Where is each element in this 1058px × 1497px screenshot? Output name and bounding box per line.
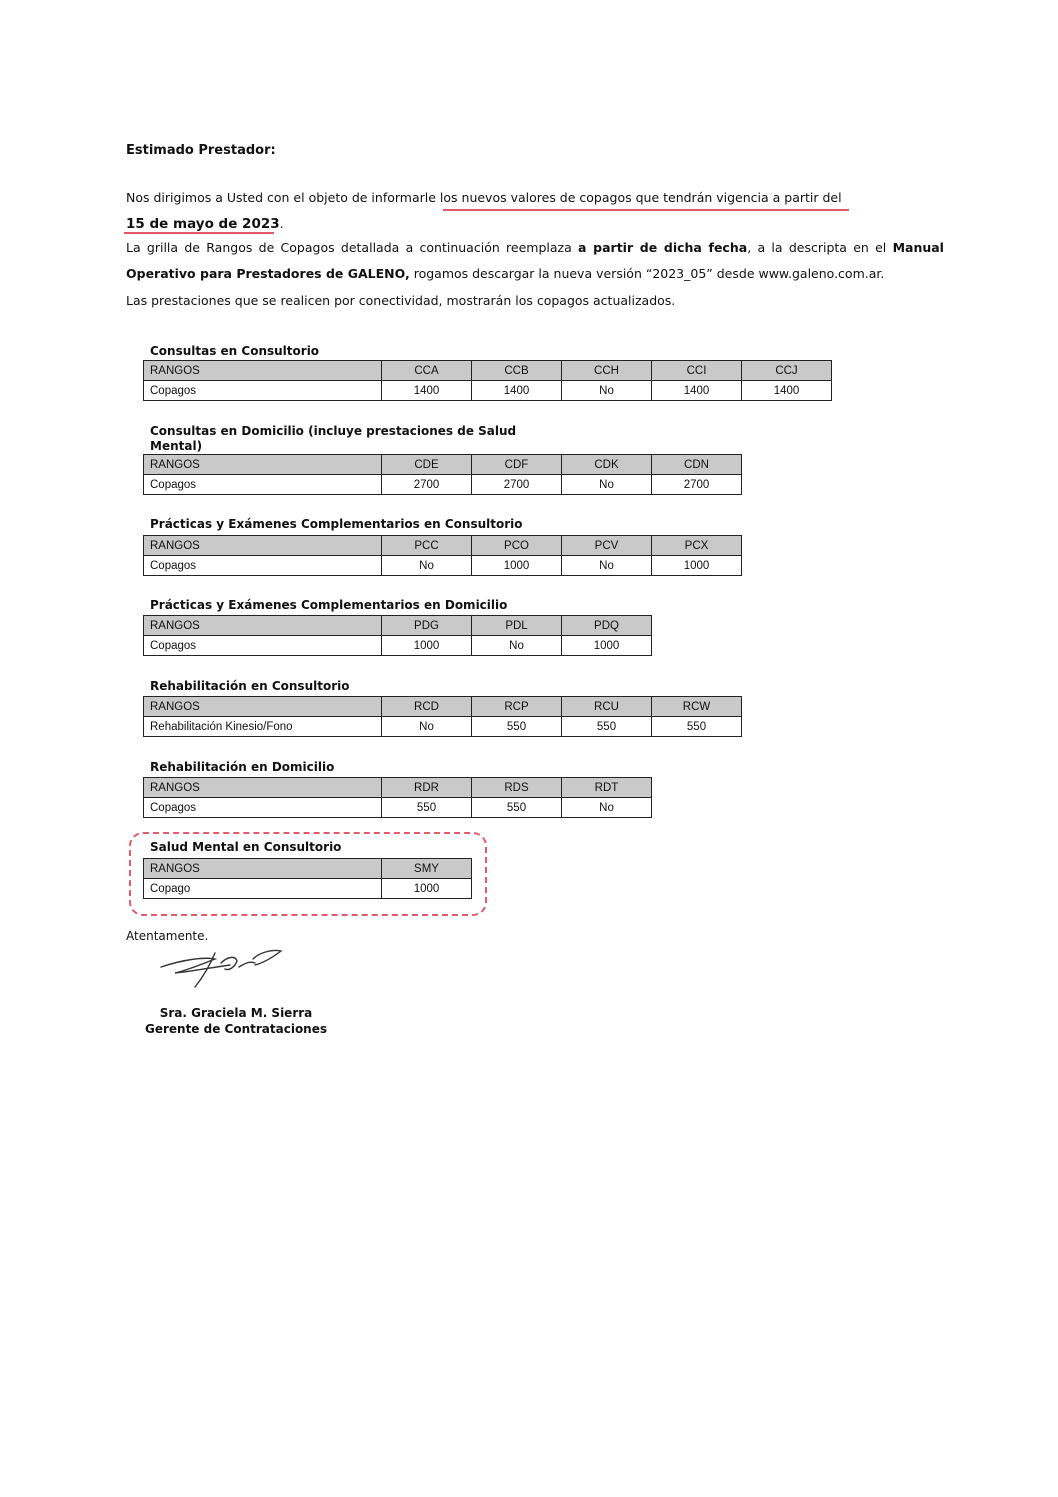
closing-text: Atentamente. [126,929,209,943]
header-cell: CCB [472,361,562,381]
table-row [144,798,652,818]
header-cell: RCW [652,697,742,717]
header-cell: RANGOS [144,455,382,475]
section-title: Salud Mental en Consultorio [150,840,342,854]
value-cell: No [382,556,472,576]
table-row [144,381,832,401]
section-title: Prácticas y Exámenes Complementarios en Domicilio [150,598,508,612]
header-cell: RANGOS [144,361,382,381]
header-cell: PCO [472,536,562,556]
table-row [144,879,472,899]
connectivity-paragraph: Las prestaciones que se realicen por conectividad, mostrarán los copagos actualizados. [126,293,676,308]
header-cell: RCP [472,697,562,717]
value-cell: 1000 [382,879,472,899]
signer-block [140,1005,332,1037]
signer-role: Gerente de Contrataciones [144,1022,328,1036]
header-cell: CCJ [742,361,832,381]
table-header-row [144,859,472,879]
date-underline [124,232,274,234]
header-cell: PCC [382,536,472,556]
table-header-row [144,616,652,636]
grid-text-2: , a la descripta en el [747,240,893,255]
copay-table [143,858,472,899]
value-cell: No [562,475,652,495]
value-cell: No [562,381,652,401]
grid-text-1: La grilla de Rangos de Copagos detallada a continuación reemplaza [126,240,579,255]
header-cell: PCX [652,536,742,556]
value-cell: 1000 [382,636,472,656]
value-cell: No [472,636,562,656]
value-cell: 2700 [652,475,742,495]
header-cell: RANGOS [144,616,382,636]
row-label: Rehabilitación Kinesio/Fono [144,717,382,737]
value-cell: No [562,798,652,818]
value-cell: 550 [652,717,742,737]
table-header-row [144,778,652,798]
header-cell: RANGOS [144,778,382,798]
section-title: Rehabilitación en Consultorio [150,679,350,693]
value-cell: 550 [472,717,562,737]
table-header-row [144,455,742,475]
header-cell: PDG [382,616,472,636]
header-cell: CDE [382,455,472,475]
highlight-underline [443,209,849,211]
value-cell: 1400 [742,381,832,401]
copay-table [143,777,652,818]
signature-image [155,945,295,995]
section-title: Consultas en Domicilio (incluye prestaciones de Salud Mental) [150,424,517,453]
copay-table [143,360,832,401]
value-cell: 550 [472,798,562,818]
header-cell: SMY [382,859,472,879]
copay-table [143,615,652,656]
header-cell: CDK [562,455,652,475]
value-cell: 1400 [382,381,472,401]
intro-paragraph [126,185,944,237]
value-cell: No [382,717,472,737]
row-label: Copagos [144,381,382,401]
grid-text-3: rogamos descargar la nueva versión “2023_05” desde www.galeno.com.ar. [409,266,885,281]
value-cell: 550 [562,717,652,737]
table-header-row [144,697,742,717]
effective-date: 15 de mayo de 2023 [126,216,280,232]
signer-name: Sra. Graciela M. Sierra [159,1006,313,1020]
grid-bold-1: a partir de dicha fecha [578,240,748,255]
header-cell: CCA [382,361,472,381]
header-cell: RCD [382,697,472,717]
header-cell: CDN [652,455,742,475]
header-cell: RANGOS [144,536,382,556]
header-cell: RANGOS [144,697,382,717]
copay-table [143,696,742,737]
row-label: Copagos [144,636,382,656]
greeting: Estimado Prestador: [126,143,276,158]
table-header-row [144,361,832,381]
row-label: Copagos [144,556,382,576]
header-cell: RDS [472,778,562,798]
table-header-row [144,536,742,556]
header-cell: CDF [472,455,562,475]
row-label: Copagos [144,798,382,818]
intro-text: Nos dirigimos a Usted con el objeto de informarle los nuevos valores de copagos que tendrán vigencia a partir del [126,190,842,205]
value-cell: 2700 [472,475,562,495]
header-cell: PDQ [562,616,652,636]
header-cell: PCV [562,536,652,556]
header-cell: CCH [562,361,652,381]
grid-paragraph [126,235,944,287]
value-cell: 1000 [652,556,742,576]
value-cell: 2700 [382,475,472,495]
table-row [144,636,652,656]
value-cell: 1000 [472,556,562,576]
table-row [144,475,742,495]
header-cell: CCI [652,361,742,381]
value-cell: 550 [382,798,472,818]
value-cell: 1000 [562,636,652,656]
section-title: Prácticas y Exámenes Complementarios en Consultorio [150,517,523,531]
date-suffix: . [279,216,284,231]
copay-table [143,535,742,576]
header-cell: RANGOS [144,859,382,879]
row-label: Copagos [144,475,382,495]
table-row [144,556,742,576]
header-cell: RCU [562,697,652,717]
row-label: Copago [144,879,382,899]
table-row [144,717,742,737]
value-cell: 1400 [472,381,562,401]
grid-bold-2: Manual Operativo para Prestadores de GALENO, [126,240,944,281]
value-cell: No [562,556,652,576]
value-cell: 1400 [652,381,742,401]
section-title: Consultas en Consultorio [150,344,320,358]
header-cell: RDR [382,778,472,798]
copay-table [143,454,742,495]
header-cell: RDT [562,778,652,798]
header-cell: PDL [472,616,562,636]
section-title: Rehabilitación en Domicilio [150,760,335,774]
